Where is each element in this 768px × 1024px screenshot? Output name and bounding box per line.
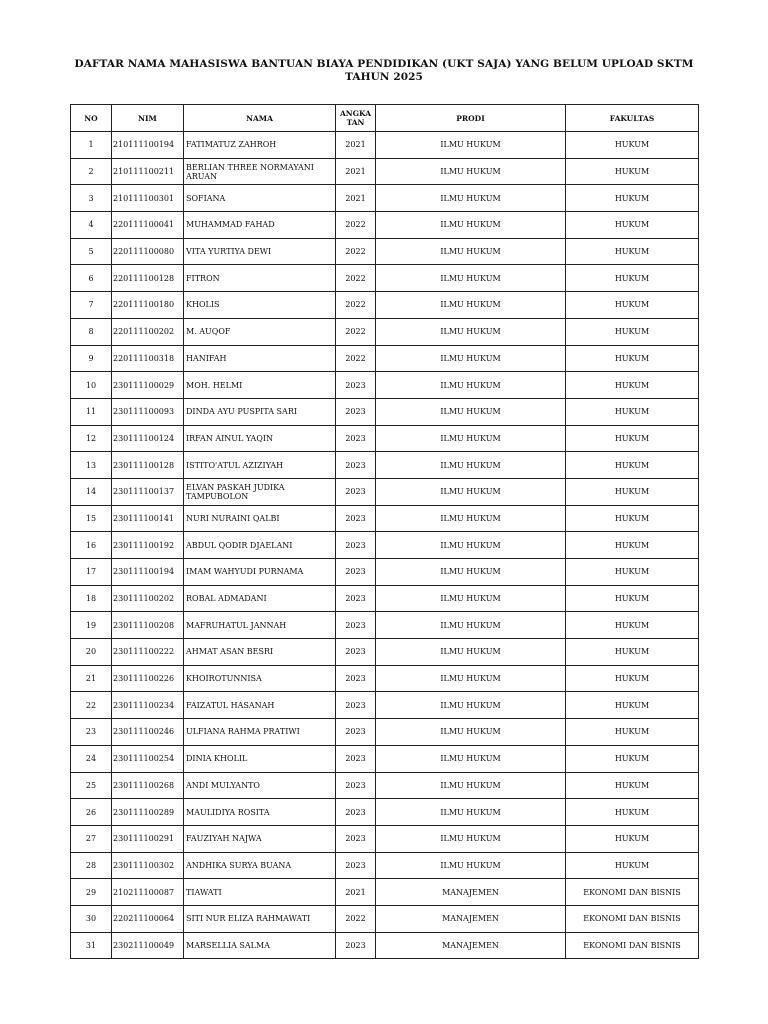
cell-prodi: ILMU HUKUM: [376, 158, 566, 185]
table-row: [71, 372, 699, 399]
cell-fakultas: HUKUM: [566, 772, 699, 799]
table-row: [71, 799, 699, 826]
cell-nama: ANDHIKA SURYA BUANA: [184, 852, 336, 879]
cell-no: 13: [71, 452, 112, 479]
cell-fakultas: HUKUM: [566, 238, 699, 265]
cell-angkatan: 2023: [336, 932, 376, 959]
cell-angkatan: 2023: [336, 639, 376, 666]
cell-fakultas: HUKUM: [566, 532, 699, 559]
cell-nama: FITRON: [184, 265, 336, 292]
cell-nim: 230111100302: [112, 852, 184, 879]
cell-angkatan: 2022: [336, 905, 376, 932]
cell-no: 18: [71, 585, 112, 612]
cell-prodi: ILMU HUKUM: [376, 852, 566, 879]
table-row: [71, 238, 699, 265]
cell-no: 14: [71, 478, 112, 505]
cell-nama: MAULIDIYA ROSITA: [184, 799, 336, 826]
cell-fakultas: HUKUM: [566, 825, 699, 852]
cell-angkatan: 2023: [336, 745, 376, 772]
cell-fakultas: HUKUM: [566, 372, 699, 399]
cell-angkatan: 2023: [336, 505, 376, 532]
cell-nim: 220111100041: [112, 212, 184, 239]
cell-prodi: ILMU HUKUM: [376, 238, 566, 265]
cell-angkatan: 2023: [336, 612, 376, 639]
cell-prodi: ILMU HUKUM: [376, 318, 566, 345]
cell-no: 19: [71, 612, 112, 639]
table-row: [71, 745, 699, 772]
cell-nama: ABDUL QODIR DJAELANI: [184, 532, 336, 559]
cell-nim: 230111100226: [112, 665, 184, 692]
table-body: [71, 132, 699, 959]
cell-fakultas: EKONOMI DAN BISNIS: [566, 932, 699, 959]
cell-no: 3: [71, 185, 112, 212]
cell-nama: MAFRUHATUL JANNAH: [184, 612, 336, 639]
cell-angkatan: 2022: [336, 318, 376, 345]
cell-no: 31: [71, 932, 112, 959]
table-row: [71, 532, 699, 559]
cell-nim: 230111100222: [112, 639, 184, 666]
cell-no: 25: [71, 772, 112, 799]
cell-prodi: MANAJEMEN: [376, 932, 566, 959]
cell-angkatan: 2021: [336, 879, 376, 906]
table-row: [71, 612, 699, 639]
cell-nim: 230111100291: [112, 825, 184, 852]
cell-no: 8: [71, 318, 112, 345]
table-row: [71, 132, 699, 159]
table-row: [71, 932, 699, 959]
cell-fakultas: HUKUM: [566, 852, 699, 879]
cell-prodi: ILMU HUKUM: [376, 772, 566, 799]
header-angkatan-line-2: TAN: [346, 118, 365, 127]
cell-nim: 230111100208: [112, 612, 184, 639]
cell-nama: SOFIANA: [184, 185, 336, 212]
cell-no: 4: [71, 212, 112, 239]
table-row: [71, 825, 699, 852]
cell-nim: 230211100049: [112, 932, 184, 959]
cell-prodi: ILMU HUKUM: [376, 132, 566, 159]
cell-fakultas: HUKUM: [566, 345, 699, 372]
cell-prodi: ILMU HUKUM: [376, 398, 566, 425]
cell-angkatan: 2023: [336, 372, 376, 399]
cell-fakultas: HUKUM: [566, 478, 699, 505]
cell-nama: HANIFAH: [184, 345, 336, 372]
cell-prodi: ILMU HUKUM: [376, 799, 566, 826]
document-title: [60, 58, 708, 84]
cell-nama: NURI NURAINI QALBI: [184, 505, 336, 532]
cell-nim: 230111100194: [112, 559, 184, 586]
cell-prodi: ILMU HUKUM: [376, 292, 566, 319]
cell-prodi: ILMU HUKUM: [376, 452, 566, 479]
cell-prodi: ILMU HUKUM: [376, 345, 566, 372]
cell-nim: 220111100318: [112, 345, 184, 372]
cell-no: 15: [71, 505, 112, 532]
cell-no: 17: [71, 559, 112, 586]
cell-nama: MUHAMMAD FAHAD: [184, 212, 336, 239]
cell-prodi: ILMU HUKUM: [376, 212, 566, 239]
header-angkatan-line-1: ANGKA: [339, 109, 372, 118]
header-no: NO: [71, 105, 112, 132]
cell-nim: 230111100029: [112, 372, 184, 399]
cell-no: 20: [71, 639, 112, 666]
cell-no: 12: [71, 425, 112, 452]
cell-angkatan: 2023: [336, 532, 376, 559]
cell-angkatan: 2023: [336, 852, 376, 879]
cell-nama: KHOIROTUNNISA: [184, 665, 336, 692]
cell-nama: ANDI MULYANTO: [184, 772, 336, 799]
cell-nama: MARSELLIA SALMA: [184, 932, 336, 959]
header-row: [71, 105, 699, 132]
table-row: [71, 158, 699, 185]
table-row: [71, 425, 699, 452]
cell-fakultas: HUKUM: [566, 612, 699, 639]
cell-fakultas: HUKUM: [566, 692, 699, 719]
cell-nama: KHOLIS: [184, 292, 336, 319]
student-table: [70, 104, 699, 959]
cell-prodi: ILMU HUKUM: [376, 185, 566, 212]
cell-angkatan: 2023: [336, 452, 376, 479]
cell-no: 28: [71, 852, 112, 879]
table-row: [71, 559, 699, 586]
cell-nama: ISTITO'ATUL AZIZIYAH: [184, 452, 336, 479]
cell-nim: 230111100234: [112, 692, 184, 719]
cell-fakultas: HUKUM: [566, 132, 699, 159]
cell-nama: ULFIANA RAHMA PRATIWI: [184, 719, 336, 746]
cell-prodi: ILMU HUKUM: [376, 825, 566, 852]
cell-angkatan: 2022: [336, 345, 376, 372]
cell-fakultas: HUKUM: [566, 265, 699, 292]
table-row: [71, 585, 699, 612]
cell-no: 26: [71, 799, 112, 826]
cell-nim: 230111100124: [112, 425, 184, 452]
cell-no: 5: [71, 238, 112, 265]
table-row: [71, 265, 699, 292]
cell-no: 9: [71, 345, 112, 372]
cell-prodi: ILMU HUKUM: [376, 372, 566, 399]
cell-angkatan: 2023: [336, 799, 376, 826]
cell-fakultas: HUKUM: [566, 398, 699, 425]
cell-angkatan: 2023: [336, 478, 376, 505]
cell-no: 23: [71, 719, 112, 746]
header-prodi: PRODI: [376, 105, 566, 132]
cell-nama: AHMAT ASAN BESRI: [184, 639, 336, 666]
cell-no: 22: [71, 692, 112, 719]
cell-nim: 220111100128: [112, 265, 184, 292]
cell-prodi: ILMU HUKUM: [376, 585, 566, 612]
cell-nama: DINIA KHOLIL: [184, 745, 336, 772]
cell-fakultas: HUKUM: [566, 799, 699, 826]
header-angkatan: [336, 105, 376, 132]
cell-no: 10: [71, 372, 112, 399]
cell-fakultas: HUKUM: [566, 719, 699, 746]
table-row: [71, 719, 699, 746]
cell-nim: 220111100080: [112, 238, 184, 265]
cell-fakultas: HUKUM: [566, 452, 699, 479]
table-row: [71, 665, 699, 692]
cell-nama: ELVAN PASKAH JUDIKA TAMPUBOLON: [184, 478, 336, 505]
cell-no: 30: [71, 905, 112, 932]
table-row: [71, 452, 699, 479]
table-row: [71, 879, 699, 906]
cell-nim: 210111100194: [112, 132, 184, 159]
cell-angkatan: 2022: [336, 238, 376, 265]
cell-nama: IMAM WAHYUDI PURNAMA: [184, 559, 336, 586]
table-row: [71, 398, 699, 425]
cell-prodi: ILMU HUKUM: [376, 532, 566, 559]
cell-angkatan: 2023: [336, 772, 376, 799]
cell-nim: 230111100128: [112, 452, 184, 479]
cell-fakultas: HUKUM: [566, 559, 699, 586]
cell-nama: DINDA AYU PUSPITA SARI: [184, 398, 336, 425]
header-fakultas: FAKULTAS: [566, 105, 699, 132]
cell-prodi: ILMU HUKUM: [376, 425, 566, 452]
cell-angkatan: 2023: [336, 398, 376, 425]
cell-prodi: ILMU HUKUM: [376, 559, 566, 586]
table-row: [71, 212, 699, 239]
cell-nim: 220211100064: [112, 905, 184, 932]
cell-fakultas: HUKUM: [566, 318, 699, 345]
cell-prodi: ILMU HUKUM: [376, 745, 566, 772]
cell-nim: 230111100289: [112, 799, 184, 826]
cell-angkatan: 2022: [336, 212, 376, 239]
cell-fakultas: HUKUM: [566, 425, 699, 452]
cell-fakultas: HUKUM: [566, 212, 699, 239]
cell-no: 27: [71, 825, 112, 852]
cell-angkatan: 2023: [336, 719, 376, 746]
cell-nim: 230111100254: [112, 745, 184, 772]
cell-nama: MOH. HELMI: [184, 372, 336, 399]
cell-nim: 230111100141: [112, 505, 184, 532]
cell-angkatan: 2023: [336, 692, 376, 719]
cell-prodi: MANAJEMEN: [376, 905, 566, 932]
table-row: [71, 692, 699, 719]
cell-prodi: ILMU HUKUM: [376, 478, 566, 505]
cell-angkatan: 2021: [336, 185, 376, 212]
cell-angkatan: 2021: [336, 132, 376, 159]
cell-fakultas: HUKUM: [566, 639, 699, 666]
cell-nim: 230111100192: [112, 532, 184, 559]
cell-nim: 230111100246: [112, 719, 184, 746]
cell-angkatan: 2023: [336, 665, 376, 692]
cell-nim: 210111100301: [112, 185, 184, 212]
cell-nim: 230111100202: [112, 585, 184, 612]
cell-fakultas: HUKUM: [566, 292, 699, 319]
cell-prodi: ILMU HUKUM: [376, 692, 566, 719]
cell-fakultas: HUKUM: [566, 185, 699, 212]
cell-no: 29: [71, 879, 112, 906]
cell-no: 7: [71, 292, 112, 319]
cell-prodi: ILMU HUKUM: [376, 265, 566, 292]
cell-nama: ROBAL ADMADANI: [184, 585, 336, 612]
cell-prodi: ILMU HUKUM: [376, 639, 566, 666]
cell-nama: SITI NUR ELIZA RAHMAWATI: [184, 905, 336, 932]
cell-angkatan: 2021: [336, 158, 376, 185]
cell-fakultas: HUKUM: [566, 665, 699, 692]
cell-nama: M. AUQOF: [184, 318, 336, 345]
cell-nim: 210111100211: [112, 158, 184, 185]
cell-prodi: ILMU HUKUM: [376, 665, 566, 692]
cell-no: 24: [71, 745, 112, 772]
table-row: [71, 505, 699, 532]
cell-nama: BERLIAN THREE NORMAYANI ARUAN: [184, 158, 336, 185]
table-row: [71, 185, 699, 212]
cell-prodi: ILMU HUKUM: [376, 612, 566, 639]
cell-no: 21: [71, 665, 112, 692]
cell-angkatan: 2023: [336, 825, 376, 852]
cell-nim: 220111100202: [112, 318, 184, 345]
header-nama: NAMA: [184, 105, 336, 132]
cell-fakultas: HUKUM: [566, 745, 699, 772]
cell-nama: TIAWATI: [184, 879, 336, 906]
table-row: [71, 852, 699, 879]
cell-prodi: ILMU HUKUM: [376, 505, 566, 532]
cell-nim: 230111100268: [112, 772, 184, 799]
table-header: [71, 105, 699, 132]
cell-angkatan: 2022: [336, 292, 376, 319]
cell-fakultas: EKONOMI DAN BISNIS: [566, 905, 699, 932]
cell-no: 11: [71, 398, 112, 425]
table-row: [71, 905, 699, 932]
cell-nama: FAIZATUL HASANAH: [184, 692, 336, 719]
cell-no: 6: [71, 265, 112, 292]
header-nim: NIM: [112, 105, 184, 132]
cell-angkatan: 2023: [336, 559, 376, 586]
cell-no: 2: [71, 158, 112, 185]
cell-nim: 220111100180: [112, 292, 184, 319]
cell-nim: 230111100137: [112, 478, 184, 505]
cell-angkatan: 2023: [336, 425, 376, 452]
table-row: [71, 772, 699, 799]
cell-nama: FAUZIYAH NAJWA: [184, 825, 336, 852]
cell-fakultas: HUKUM: [566, 505, 699, 532]
table-row: [71, 318, 699, 345]
title-line-2: TAHUN 2025: [345, 71, 423, 83]
cell-no: 1: [71, 132, 112, 159]
table-row: [71, 478, 699, 505]
cell-prodi: ILMU HUKUM: [376, 719, 566, 746]
cell-prodi: MANAJEMEN: [376, 879, 566, 906]
cell-nama: VITA YURTIYA DEWI: [184, 238, 336, 265]
table-row: [71, 345, 699, 372]
cell-angkatan: 2023: [336, 585, 376, 612]
table-row: [71, 639, 699, 666]
cell-fakultas: EKONOMI DAN BISNIS: [566, 879, 699, 906]
cell-nama: FATIMATUZ ZAHROH: [184, 132, 336, 159]
cell-nim: 210211100087: [112, 879, 184, 906]
cell-no: 16: [71, 532, 112, 559]
cell-nim: 230111100093: [112, 398, 184, 425]
title-line-1: DAFTAR NAMA MAHASISWA BANTUAN BIAYA PENDIDIKAN (UKT SAJA) YANG BELUM UPLOAD SKTM: [74, 58, 694, 70]
table-row: [71, 292, 699, 319]
cell-nama: IRFAN AINUL YAQIN: [184, 425, 336, 452]
cell-fakultas: HUKUM: [566, 585, 699, 612]
cell-fakultas: HUKUM: [566, 158, 699, 185]
cell-angkatan: 2022: [336, 265, 376, 292]
